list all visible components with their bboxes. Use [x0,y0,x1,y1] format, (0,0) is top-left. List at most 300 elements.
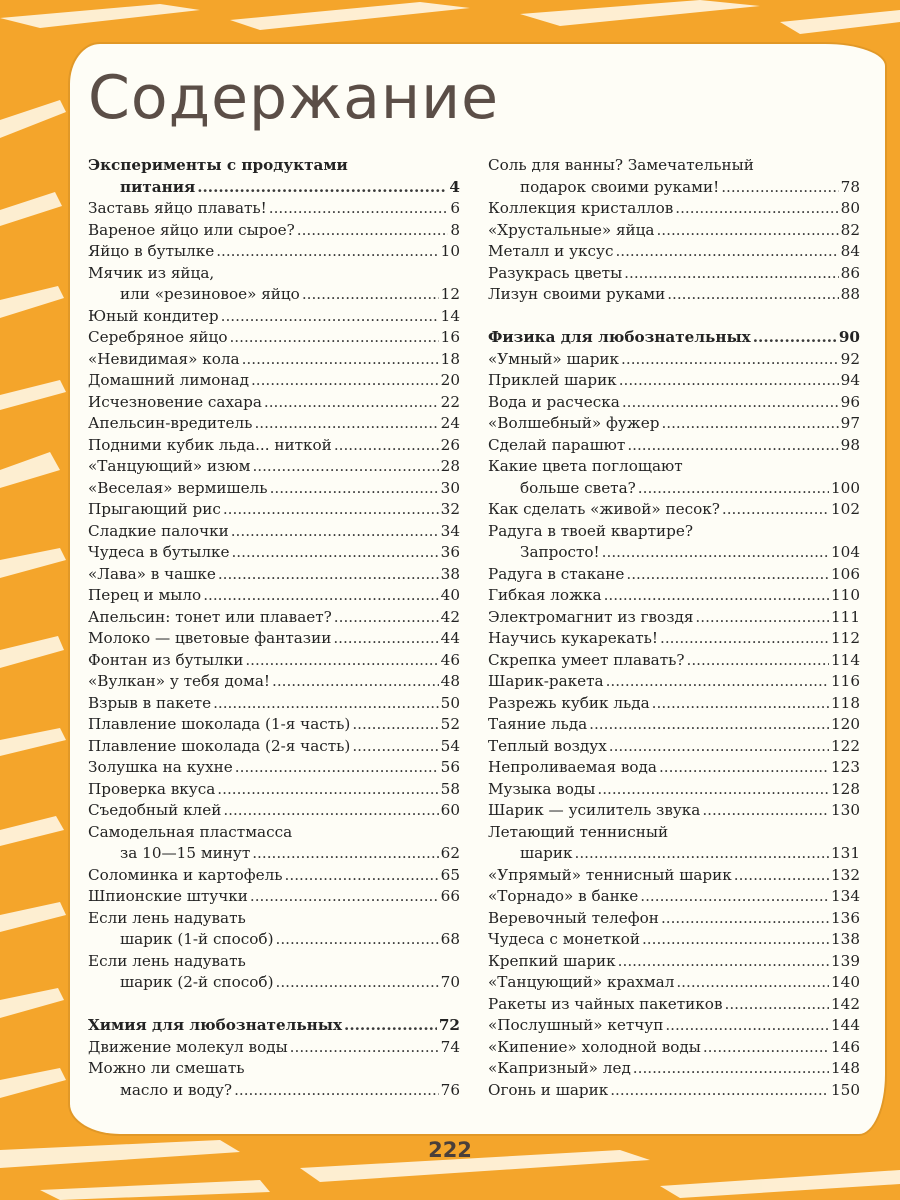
toc-entry-title: Прыгающий рис [88,500,221,518]
toc-entry-page: 150 [831,1080,860,1099]
toc-entry-title: масло и воду? [120,1080,233,1099]
toc-entry [488,628,860,650]
toc-entry-title: Мячик из яйца, [88,263,215,282]
toc-entry-page: 112 [831,629,860,647]
toc-entry-title: Если лень надувать [88,951,246,970]
toc-entry [488,456,860,478]
toc-entry [488,800,860,822]
toc-dot-leader [333,628,438,650]
toc-entry [488,1058,860,1080]
toc-entry-page: 58 [440,779,460,798]
toc-entry [88,241,460,263]
toc-dot-leader [589,714,829,736]
toc-entry-title: Если лень надувать [88,908,246,927]
toc-entry-title: «Волшебный» фужер [488,414,660,432]
toc-entry-page: 18 [440,349,460,368]
toc-entry [488,392,860,414]
toc-section-heading [488,327,860,349]
toc-entry-title: Радуга в твоей квартире? [488,521,694,540]
toc-entry [88,456,460,478]
toc-entry-title: «Танцующий» изюм [88,457,251,475]
toc-dot-leader [252,456,438,478]
toc-dot-leader [234,1080,439,1102]
toc-entry [88,951,460,973]
toc-entry-page: 32 [440,500,460,518]
toc-entry-title: Крепкий шарик [488,951,616,970]
toc-entry-page: 111 [831,607,860,626]
toc-entry [488,155,860,177]
toc-entry-title: Разрежь кубик льда [488,693,650,712]
toc-entry-page: 4 [449,177,460,196]
toc-dot-leader [218,564,439,586]
toc-entry [88,198,460,220]
toc-entry-title: Вареное яйцо или сырое? [88,220,295,239]
toc-entry-page: 146 [831,1037,860,1056]
toc-entry [488,1080,860,1102]
toc-entry-title: Металл и уксус [488,242,614,260]
toc-dot-leader [703,1037,829,1059]
toc-dot-leader [290,1037,439,1059]
toc-entry [488,671,860,693]
toc-entry-title: Как сделать «живой» песок? [488,500,720,518]
toc-dot-leader [216,241,438,263]
toc-entry-title: Движение молекул воды [88,1037,288,1056]
toc-entry-title: Молоко — цветовые фантазии [88,629,332,647]
toc-entry-page: 62 [440,844,460,862]
toc-entry-page: 76 [440,1080,460,1099]
toc-dot-leader [231,542,438,564]
toc-dot-leader [197,177,447,199]
toc-entry [488,822,860,844]
toc-entry-page: 46 [440,650,460,669]
toc-entry-title: Соломинка и картофель [88,865,283,884]
toc-entry-page: 123 [831,758,860,776]
toc-right-column [488,155,860,1101]
toc-entry-page: 86 [840,263,860,282]
toc-dot-leader [609,736,829,758]
toc-dot-leader [656,220,838,242]
toc-entry [88,779,460,801]
toc-dot-leader [642,929,829,951]
toc-dot-leader [695,607,829,629]
toc-entry [488,220,860,242]
toc-entry-title: Фонтан из бутылки [88,650,244,669]
toc-dot-leader [302,284,439,306]
toc-entry [488,1037,860,1059]
toc-entry-page: 140 [831,973,860,991]
toc-dot-leader [276,929,439,951]
toc-dot-leader [254,413,438,435]
toc-dot-leader [702,800,829,822]
toc-entry-title: Чудеса с монеткой [488,930,640,948]
toc-entry [488,972,860,994]
toc-dot-leader [725,994,830,1016]
toc-entry-page: 106 [831,564,860,583]
toc-entry-title: Сделай парашют [488,435,626,454]
toc-entry [88,886,460,908]
toc-entry-title: Веревочный телефон [488,908,659,927]
toc-entry-title: Огонь и шарик [488,1080,609,1099]
toc-entry-title: Какие цвета поглощают [488,457,683,475]
toc-entry-page: 116 [831,672,860,690]
toc-dot-leader [618,951,829,973]
toc-dot-leader [334,435,439,457]
toc-dot-leader [734,865,829,887]
toc-entry [88,972,460,994]
toc-entry-title: «Капризный» лед [488,1059,631,1077]
toc-dot-leader [622,392,839,414]
toc-entry-page: 68 [440,930,460,948]
toc-dot-leader [352,714,438,736]
toc-entry [488,521,860,543]
toc-entry-title: Химия для любознательных [88,1016,343,1034]
toc-entry [488,757,860,779]
toc-dot-leader [251,370,439,392]
toc-dot-leader [624,263,839,285]
toc-entry-page: 80 [840,199,860,217]
toc-entry-page: 96 [840,392,860,411]
toc-entry-title: Плавление шоколада (1-я часть) [88,715,351,733]
toc-dot-leader [575,843,829,865]
toc-entry-title: или «резиновое» яйцо [120,285,300,303]
toc-entry-title: Апельсин: тонет или плавает? [88,607,332,626]
toc-entry-page: 42 [440,607,460,626]
toc-entry-page: 8 [450,220,460,239]
toc-dot-leader [675,198,838,220]
toc-entry [488,865,860,887]
toc-dot-leader [640,886,829,908]
toc-entry [488,908,860,930]
toc-entry [488,736,860,758]
toc-dot-leader [633,1058,829,1080]
toc-entry-title: Ракеты из чайных пакетиков [488,994,723,1013]
toc-entry-title: Съедобный клей [88,801,222,819]
toc-entry-title: «Послушный» кетчуп [488,1016,664,1034]
toc-entry [88,822,460,844]
toc-entry [488,413,860,435]
toc-entry-page: 36 [440,543,460,561]
toc-section-heading [88,177,460,199]
toc-dot-leader [667,284,838,306]
toc-dot-leader [661,908,829,930]
toc-entry-title: Шпионские штучки [88,887,248,905]
toc-entry [488,650,860,672]
toc-entry-page: 102 [831,500,860,518]
toc-entry-title: Апельсин-вредитель [88,414,253,432]
toc-entry-title: Радуга в стакане [488,564,625,583]
toc-entry [488,843,860,865]
toc-dot-leader [231,521,439,543]
toc-entry-page: 139 [831,951,860,970]
toc-dot-leader [676,972,829,994]
toc-entry [88,607,460,629]
toc-entry-page: 40 [440,586,460,604]
toc-entry [88,650,460,672]
toc-entry [88,628,460,650]
toc-entry [488,499,860,521]
toc-entry-page: 52 [440,715,460,733]
toc-section-heading [88,155,460,177]
toc-dot-leader [242,349,439,371]
toc-entry-page: 92 [840,349,860,368]
toc-entry-title: Музыка воды [488,779,596,798]
toc-entry-page: 10 [440,242,460,260]
toc-dot-leader [661,413,838,435]
toc-entry [488,951,860,973]
toc-entry-page: 136 [831,908,860,927]
toc-entry-title: Лизун своими руками [488,285,666,303]
toc-entry [488,284,860,306]
toc-entry-page: 134 [831,887,860,905]
toc-entry-page: 14 [440,306,460,325]
toc-entry [488,693,860,715]
toc-dot-leader [270,478,439,500]
toc-entry-title: Можно ли смешать [88,1059,245,1077]
toc-entry-page: 144 [831,1016,860,1034]
toc-entry [88,865,460,887]
toc-entry [88,671,460,693]
toc-dot-leader [610,1080,829,1102]
toc-entry [88,284,460,306]
toc-entry-title: шарик (2-й способ) [120,973,274,991]
toc-entry [488,241,860,263]
toc-entry-page: 128 [831,779,860,798]
toc-entry-page: 82 [840,220,860,239]
toc-entry-page: 130 [831,801,860,819]
toc-dot-leader [344,1015,437,1037]
toc-dot-leader [269,198,449,220]
toc-entry [88,693,460,715]
toc-dot-leader [621,349,839,371]
toc-entry [88,908,460,930]
toc-entry-page: 84 [840,242,860,260]
toc-entry-title: подарок своими руками! [520,177,720,196]
toc-entry [88,413,460,435]
toc-entry-page: 138 [831,930,860,948]
toc-entry [88,349,460,371]
toc-entry-page: 28 [440,457,460,475]
toc-dot-leader [217,779,438,801]
toc-entry-page: 20 [440,371,460,389]
toc-entry [88,564,460,586]
toc-entry-title: больше света? [520,478,636,497]
toc-entry-title: Научись кукарекать! [488,629,659,647]
toc-entry [488,435,860,457]
toc-dot-leader [203,585,438,607]
toc-entry-title: шарик [520,844,573,862]
toc-entry [88,542,460,564]
toc-entry-page: 54 [440,736,460,755]
toc-entry-page: 22 [440,392,460,411]
toc-entry-page: 48 [440,672,460,690]
toc-entry-page: 122 [831,736,860,755]
toc-entry [488,1015,860,1037]
toc-dot-leader [627,435,838,457]
toc-dot-leader [229,327,438,349]
toc-dot-leader [652,693,829,715]
toc-entry-page: 60 [440,801,460,819]
toc-entry-title: питания [120,177,196,196]
toc-entry-page: 94 [840,371,860,389]
toc-entry [88,757,460,779]
toc-entry-page: 50 [440,693,460,712]
toc-entry-title: Физика для любознательных [488,328,751,346]
toc-dot-leader [638,478,829,500]
toc-dot-leader [250,886,439,908]
toc-entry [488,714,860,736]
toc-entry [88,1037,460,1059]
toc-dot-leader [619,370,839,392]
toc-left-column [88,155,460,1101]
toc-entry-page: 30 [440,478,460,497]
toc-entry [88,220,460,242]
toc-entry-page: 34 [440,521,460,540]
toc-dot-leader [223,800,438,822]
toc-entry-title: «Танцующий» крахмал [488,973,675,991]
toc-entry-page: 98 [840,435,860,454]
toc-entry [488,779,860,801]
toc-entry [488,478,860,500]
toc-entry-title: «Вулкан» у тебя дома! [88,672,270,690]
toc-entry-title: Заставь яйцо плавать! [88,199,267,217]
toc-entry-page: 100 [831,478,860,497]
toc-entry-title: Непроливаемая вода [488,758,657,776]
toc-entry-title: Разукрась цветы [488,263,623,282]
toc-entry-page: 114 [831,650,860,669]
toc-entry-title: Золушка на кухне [88,758,233,776]
toc-entry-title: шарик (1-й способ) [120,930,274,948]
toc-dot-leader [272,671,439,693]
toc-dot-leader [352,736,438,758]
toc-entry [88,370,460,392]
toc-entry [488,564,860,586]
toc-dot-leader [297,220,449,242]
toc-entry [488,177,860,199]
toc-entry-title: Приклей шарик [488,371,617,389]
toc-entry [488,886,860,908]
toc-entry-title: Исчезновение сахара [88,392,262,411]
toc-entry-page: 44 [440,629,460,647]
toc-entry-page: 74 [440,1037,460,1056]
toc-dot-leader [252,843,438,865]
toc-dot-leader [665,1015,829,1037]
toc-entry-page: 24 [440,414,460,432]
toc-entry-title: Взрыв в пакете [88,693,212,712]
toc-dot-leader [606,671,829,693]
toc-dot-leader [221,306,439,328]
toc-entry [488,607,860,629]
toc-entry [88,306,460,328]
toc-entry [488,994,860,1016]
toc-entry [88,585,460,607]
toc-entry [488,349,860,371]
toc-entry-title: «Лава» в чашке [88,564,216,583]
toc-entry-page: 56 [440,758,460,776]
toc-dot-leader [659,757,829,779]
toc-entry-title: Серебряное яйцо [88,328,228,346]
toc-entry-title: Самодельная пластмасса [88,822,293,841]
toc-entry-page: 148 [831,1059,860,1077]
toc-entry-title: Коллекция кристаллов [488,199,674,217]
toc-entry-title: «Невидимая» кола [88,349,240,368]
toc-entry [488,198,860,220]
toc-section-heading [88,1015,460,1037]
toc-entry [88,929,460,951]
toc-entry-title: «Упрямый» теннисный шарик [488,865,732,884]
toc-entry-page: 131 [831,844,860,862]
toc-entry-title: Сладкие палочки [88,521,229,540]
toc-entry [488,542,860,564]
toc-entry-page: 6 [450,199,460,217]
toc-entry-page: 120 [831,715,860,733]
toc-entry-title: Запросто! [520,543,600,561]
toc-dot-leader [597,779,829,801]
toc-entry-title: Вода и расческа [488,392,620,411]
toc-entry [88,800,460,822]
toc-entry-title: Домашний лимонад [88,371,249,389]
toc-entry-page: 110 [831,586,860,604]
toc-entry [88,521,460,543]
toc-entry-title: Шарик — усилитель звука [488,801,701,819]
toc-entry-title: Проверка вкуса [88,779,216,798]
toc-dot-leader [660,628,829,650]
page-title: Содержание [88,63,500,133]
toc-entry [88,736,460,758]
toc-entry-title: Таяние льда [488,715,588,733]
toc-entry [88,327,460,349]
toc-dot-leader [602,542,829,564]
toc-entry-page: 66 [440,887,460,905]
toc-entry-page: 132 [831,865,860,884]
toc-entry [88,478,460,500]
toc-dot-leader [615,241,838,263]
toc-entry-title: «Умный» шарик [488,349,620,368]
toc-entry-title: Плавление шоколада (2-я часть) [88,736,351,755]
toc-entry-page: 118 [831,693,860,712]
toc-entry [88,843,460,865]
toc-dot-leader [334,607,439,629]
toc-entry-page: 78 [840,177,860,196]
toc-dot-leader [687,650,829,672]
toc-entry-title: Гибкая ложка [488,586,602,604]
toc-entry [88,1058,460,1080]
toc-entry-title: Яйцо в бутылке [88,242,215,260]
toc-entry [88,263,460,285]
toc-entry-title: за 10—15 минут [120,844,251,862]
toc-entry [488,929,860,951]
toc-entry [488,370,860,392]
toc-entry [88,714,460,736]
toc-dot-leader [213,693,439,715]
toc-entry-page: 97 [840,414,860,432]
toc-entry [88,499,460,521]
toc-entry-title: Летающий теннисный [488,822,669,841]
page-number: 222 [428,1138,472,1162]
toc-entry-title: Соль для ванны? Замечательный [488,156,754,174]
toc-entry-title: Теплый воздух [488,736,607,755]
toc-entry-page: 70 [440,973,460,991]
toc-entry-title: «Торнадо» в банке [488,887,639,905]
toc-dot-leader [721,177,838,199]
toc-dot-leader [722,499,829,521]
toc-entry-title: «Веселая» вермишель [88,478,268,497]
toc-dot-leader [245,650,438,672]
toc-dot-leader [264,392,439,414]
toc-entry-page: 38 [440,564,460,583]
toc-entry [88,435,460,457]
toc-entry [88,392,460,414]
toc-entry-title: «Хрустальные» яйца [488,220,655,239]
